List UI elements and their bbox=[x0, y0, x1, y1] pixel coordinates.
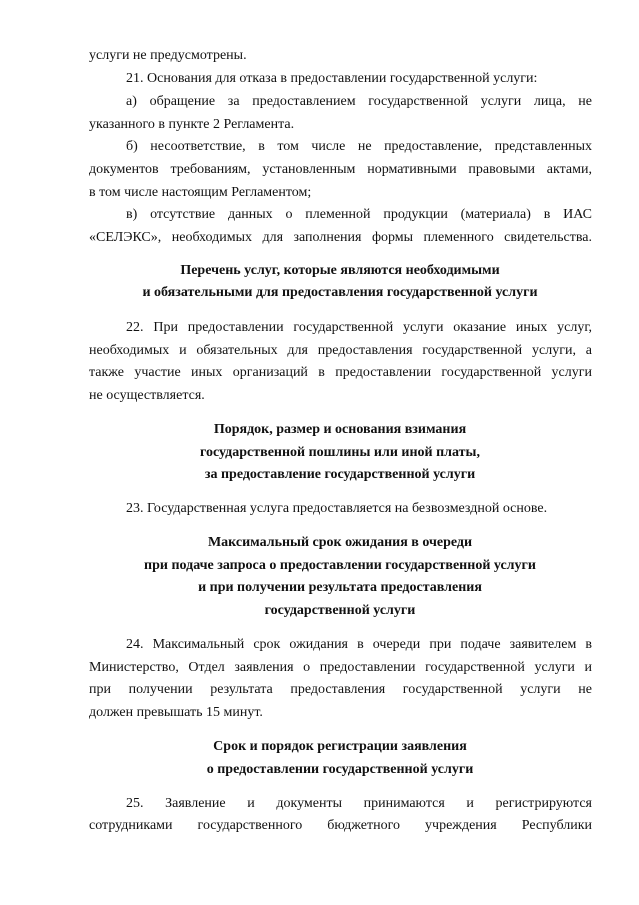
paragraph-21-b-line-2: документов требованиям, установленным нормативными правовыми актами, bbox=[89, 162, 592, 177]
section-heading-1-line-1: Перечень услуг, которые являются необходимыми bbox=[180, 263, 500, 278]
paragraph-22-line-3: также участие иных организаций в предоставлении государственной услуги bbox=[89, 365, 592, 380]
paragraph-22-line-2: необходимых и обязательных для предоставления государственной услуги, а bbox=[89, 343, 592, 358]
paragraph-24-line-1: 24. Максимальный срок ожидания в очереди при подаче заявителем в bbox=[126, 637, 592, 652]
paragraph-22-line-4: не осуществляется. bbox=[89, 388, 205, 403]
paragraph-21-c-line-1: в) отсутствие данных о племенной продукции (материала) в ИАС bbox=[126, 207, 592, 222]
section-heading-4-line-2: о предоставлении государственной услуги bbox=[206, 762, 474, 777]
paragraph-23: 23. Государственная услуга предоставляется на безвозмездной основе. bbox=[126, 501, 548, 516]
section-heading-1-line-2: и обязательными для предоставления государственной услуги bbox=[142, 285, 538, 300]
section-heading-2-line-1: Порядок, размер и основания взимания bbox=[213, 422, 467, 437]
section-heading-2-line-3: за предоставление государственной услуги bbox=[204, 467, 476, 482]
section-heading-4-line-1: Срок и порядок регистрации заявления bbox=[213, 739, 467, 754]
paragraph-21-a-line-2: указанного в пункте 2 Регламента. bbox=[89, 117, 295, 132]
section-heading-3-line-3: и при получении результата предоставления bbox=[198, 580, 482, 595]
section-heading-2-line-2: государственной пошлины или иной платы, bbox=[200, 445, 480, 460]
paragraph-24-line-4: должен превышать 15 минут. bbox=[89, 705, 263, 720]
section-heading-3-line-1: Максимальный срок ожидания в очереди bbox=[207, 535, 473, 550]
paragraph-21-a-line-1: а) обращение за предоставлением государственной услуги лица, не bbox=[126, 94, 592, 109]
paragraph-21-c-line-2: «СЕЛЭКС», необходимых для заполнения формы племенного свидетельства. bbox=[89, 230, 592, 245]
paragraph-24-line-3: при получении результата предоставления государственной услуги не bbox=[89, 682, 592, 697]
paragraph-21-lead: 21. Основания для отказа в предоставлении государственной услуги: bbox=[126, 71, 538, 86]
paragraph-25-line-1: 25. Заявление и документы принимаются и регистрируются bbox=[126, 796, 592, 811]
paragraph-22-line-1: 22. При предоставлении государственной услуги оказание иных услуг, bbox=[126, 320, 592, 335]
paragraph-20-tail: услуги не предусмотрены. bbox=[89, 48, 247, 63]
section-heading-3-line-4: государственной услуги bbox=[264, 603, 416, 618]
paragraph-24-line-2: Министерство, Отдел заявления о предоставлении государственной услуги и bbox=[89, 660, 592, 675]
paragraph-25-line-2: сотрудниками государственного бюджетного учреждения Республики bbox=[89, 818, 592, 833]
paragraph-21-b-line-1: б) несоответствие, в том числе не предоставление, представленных bbox=[126, 139, 592, 154]
section-heading-3-line-2: при подаче запроса о предоставлении государственной услуги bbox=[144, 558, 536, 573]
paragraph-21-b-line-3: в том числе настоящим Регламентом; bbox=[89, 185, 312, 200]
